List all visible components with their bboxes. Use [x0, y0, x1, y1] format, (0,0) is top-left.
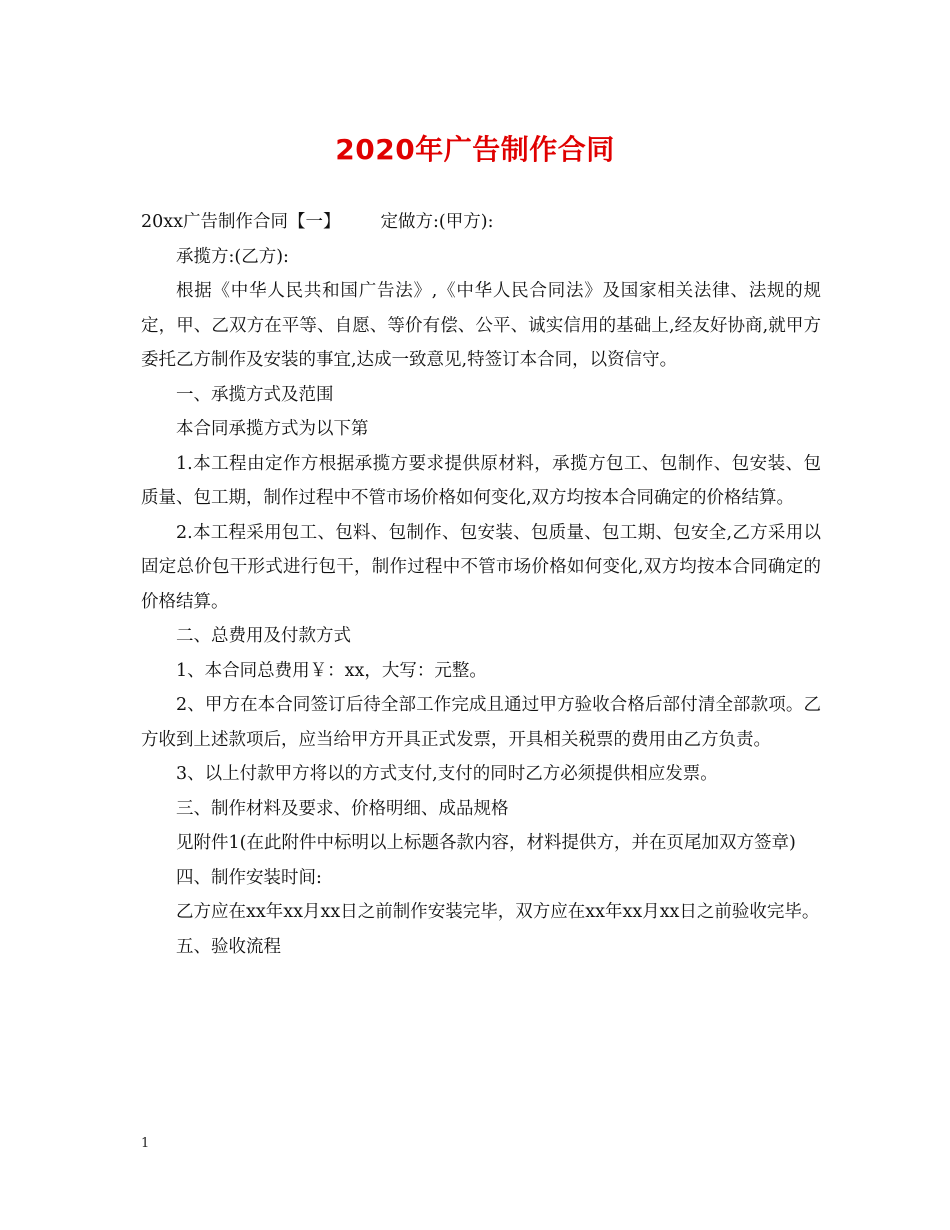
document-title: 2020年广告制作合同	[335, 133, 615, 166]
paragraph-item-2: 2.本工程采用包工、包料、包制作、包安装、包质量、包工期、包安全,乙方采用以固定总价包干形式进行包干，制作过程中不管市场价格如何变化,双方均按本合同确定的价格结算。	[141, 522, 821, 612]
heading-section-1: 一、承揽方式及范围	[176, 384, 334, 405]
header-line-left: 20xx广告制作合同【一】	[141, 212, 341, 232]
header-line	[141, 205, 821, 240]
page-number: 1	[141, 1136, 150, 1151]
paragraph-contract-mode: 本合同承揽方式为以下第	[176, 419, 369, 439]
heading-section-2: 二、总费用及付款方式	[176, 626, 351, 646]
paragraph-attachment: 见附件1(在此附件中标明以上标题各款内容，材料提供方，并在页尾加双方签章)	[176, 833, 796, 853]
heading-section-5: 五、验收流程	[176, 936, 281, 957]
heading-section-3: 三、制作材料及要求、价格明细、成品规格	[176, 798, 509, 819]
paragraph-contractor: 承揽方:(乙方):	[176, 246, 289, 267]
header-line-right: 定做方:(甲方):	[380, 212, 494, 232]
paragraph-total-fee: 1、本合同总费用￥：xx，大写：元整。	[176, 660, 487, 681]
paragraph-item-1: 1.本工程由定作方根据承揽方要求提供原材料，承揽方包工、包制作、包安装、包质量、包工期，制作过程中不管市场价格如何变化,双方均按本合同确定的价格结算。	[141, 453, 821, 508]
heading-section-4: 四、制作安装时间:	[176, 867, 322, 888]
paragraph-preamble: 根据《中华人民共和国广告法》,《中华人民合同法》及国家相关法律、法规的规定，甲、乙双方在平等、自愿、等价有偿、公平、诚实信用的基础上,经友好协商,就甲方委托乙方制作及安装的事宜,达成一致意见,特签订本合同，以资信守。	[141, 281, 821, 370]
paragraph-schedule: 乙方应在xx年xx月xx日之前制作安装完毕，双方应在xx年xx月xx日之前验收完毕。	[176, 902, 820, 922]
document-body	[141, 205, 821, 964]
paragraph-payment-method: 3、以上付款甲方将以的方式支付,支付的同时乙方必须提供相应发票。	[176, 764, 718, 784]
paragraph-payment-terms: 2、甲方在本合同签订后待全部工作完成且通过甲方验收合格后部付清全部款项。乙方收到上述款项后，应当给甲方开具正式发票，开具相关税票的费用由乙方负责。	[141, 695, 821, 750]
